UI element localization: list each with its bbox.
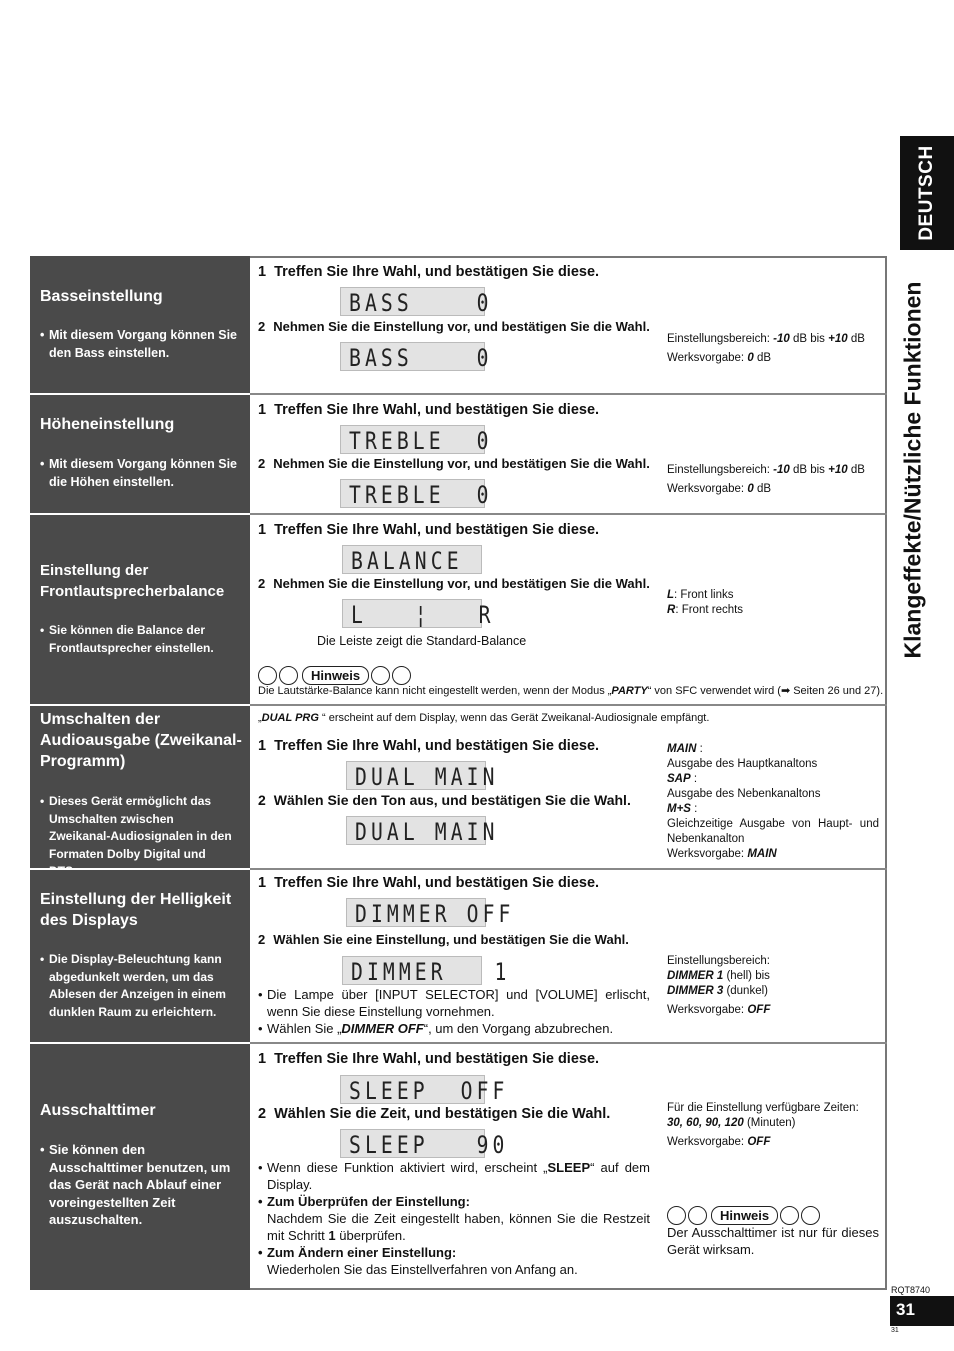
treble-display-2: TREBLE 0 (340, 479, 485, 508)
balance-step1: 1 Treffen Sie Ihre Wahl, und bestätigen Sie diese. (258, 522, 600, 538)
bass-display-2: BASS 0 (340, 342, 485, 371)
dual-display-1: DUAL MAIN (346, 761, 486, 790)
circle-icon (667, 1206, 686, 1225)
dimmer-title: Einstellung der Helligkeit des Displays (40, 891, 232, 929)
balance-title: Einstellung der Frontlautsprecherbalance (40, 562, 225, 600)
page-number-box: 31 (890, 1296, 954, 1326)
dual-options-info: MAIN : Ausgabe des Hauptkanaltons SAP : Ausgabe des Nebenkanaltons M+S : Gleichzeitige Ausgabe von Haupt- und Nebenkanalton Werksvorgabe: MAIN (667, 743, 879, 860)
balance-sidebar (30, 515, 250, 704)
bass-title: Basseinstellung (40, 288, 163, 305)
bass-sidebar (30, 256, 250, 393)
bass-display-1: BASS 0 (340, 287, 485, 316)
dimmer-section (30, 870, 887, 1042)
dual-section (30, 706, 887, 868)
dual-title: Umschalten der Audioausgabe (Zweikanal-Programm) (40, 711, 242, 770)
bass-step1: 1 Treffen Sie Ihre Wahl, und bestätigen Sie diese. (258, 264, 600, 280)
tiny-page-number: 31 (891, 1327, 899, 1334)
dimmer-step2: 2 Wählen Sie eine Einstellung, und bestätigen Sie die Wahl. (258, 932, 629, 947)
dimmer-display-1: DIMMER OFF (346, 898, 486, 927)
bass-range-info: Einstellungsbereich: -10 dB bis +10 dB Werksvorgabe: 0 dB (667, 333, 865, 364)
treble-display-1: TREBLE 0 (340, 425, 485, 454)
sleep-title: Ausschalttimer (40, 1102, 156, 1119)
sleep-display-1: SLEEP OFF (340, 1075, 485, 1104)
sleep-time-info: Für die Einstellung verfügbare Zeiten: 30, 60, 90, 120 (Minuten) Werksvorgabe: OFF (667, 1102, 859, 1148)
balance-step2: 2 Nehmen Sie die Einstellung vor, und bestätigen Sie die Wahl. (258, 576, 650, 591)
circle-icon (392, 666, 411, 685)
dimmer-step1: 1 Treffen Sie Ihre Wahl, und bestätigen Sie diese. (258, 875, 600, 891)
dimmer-sidebar (30, 870, 250, 1042)
sleep-hinweis-label: Hinweis (667, 1206, 822, 1225)
circle-icon (258, 666, 277, 685)
treble-section (30, 395, 887, 513)
balance-caption: Die Leiste zeigt die Standard-Balance (317, 634, 527, 648)
dual-intro: „DUAL PRG “ erscheint auf dem Display, wenn das Gerät Zweikanal-Audiosignale empfängt. (258, 712, 710, 724)
treble-step1: 1 Treffen Sie Ihre Wahl, und bestätigen Sie diese. (258, 402, 600, 418)
dimmer-display-2: DIMMER 1 (342, 956, 482, 985)
treble-sidebar (30, 395, 250, 513)
sleep-step2: 2 Wählen Sie die Zeit, und bestätigen Sie die Wahl. (258, 1106, 611, 1122)
balance-desc: • Sie können die Balance der Frontlautsprecher einstellen. (40, 623, 214, 655)
bass-desc: • Mit diesem Vorgang können Sie den Bass einstellen. (40, 328, 237, 360)
chapter-title: Klangeffekte/Nützliche Funktionen (899, 281, 926, 659)
balance-section (30, 515, 887, 704)
sleep-hinweis-text: Der Ausschalttimer ist nur für dieses Gerät wirksam. (667, 1225, 879, 1257)
balance-hinweis-label: Hinweis (258, 666, 413, 685)
dual-display-2: DUAL MAIN (346, 816, 486, 845)
dual-step1: 1 Treffen Sie Ihre Wahl, und bestätigen Sie diese. (258, 738, 600, 754)
circle-icon (801, 1206, 820, 1225)
balance-legend: L: Front links R: Front rechts (667, 589, 744, 616)
dual-desc: • Dieses Gerät ermöglicht das Umschalten zwischen Zweikanal-Audiosignalen in den Formaten Dolby Digital und (40, 794, 232, 861)
treble-range-info: Einstellungsbereich: -10 dB bis +10 dB Werksvorgabe: 0 dB (667, 464, 865, 495)
dual-step2: 2 Wählen Sie den Ton aus, und bestätigen Sie die Wahl. (258, 792, 631, 808)
circle-icon (279, 666, 298, 685)
circle-icon (780, 1206, 799, 1225)
bass-section (30, 256, 887, 393)
sleep-section (30, 1044, 887, 1290)
dimmer-desc: • Die Display-Beleuchtung kann abgedunkelt werden, um das Ablesen der Anzeigen in einem dunklen Raum zu erleichtern. (40, 952, 226, 1019)
balance-display-2: L ¦ R (342, 599, 482, 628)
language-tab: DEUTSCH (900, 136, 954, 250)
dual-sidebar (30, 706, 250, 868)
sleep-desc: • Sie können den Ausschalttimer benutzen, um das Gerät nach Ablauf einer voreingestellten Zeit auszuschalten. (40, 1142, 231, 1227)
balance-note: Die Lautstärke-Balance kann nicht eingestellt werden, wenn der Modus „PARTY“ von SFC verwendet wird (➡ Seiten 26 und 27). (258, 685, 884, 697)
treble-title: Höheneinstellung (40, 416, 175, 433)
bass-step2: 2 Nehmen Sie die Einstellung vor, und bestätigen Sie die Wahl. (258, 319, 650, 334)
dimmer-range-info: Einstellungsbereich: DIMMER 1 (hell) bis DIMMER 3 (dunkel) Werksvorgabe: OFF (667, 955, 771, 1016)
balance-display-1: BALANCE (342, 545, 482, 574)
treble-desc: • Mit diesem Vorgang können Sie die Höhen einstellen. (40, 457, 237, 489)
sleep-step1: 1 Treffen Sie Ihre Wahl, und bestätigen Sie diese. (258, 1051, 600, 1067)
circle-icon (371, 666, 390, 685)
dimmer-notes: • Die Lampe über [INPUT SELECTOR] und [VOLUME] erlischt, wenn Sie diese Einstellung vornehmen. • Wählen Sie „DIMMER OFF“, um den Vorgang abzubrechen. (258, 987, 650, 1036)
sleep-notes: • Wenn diese Funktion aktiviert wird, erscheint „SLEEP“ auf dem Display. • Zum Überprüfen der Einstellung: Nachdem Sie die Zeit eingestellt haben, können Sie die Restzeit mit Schritt 1 überprüfen. • Zum Ändern einer Einstellung: Wiederholen Sie das Einstellverfahren von Anfang an. (258, 1160, 650, 1277)
document-code: RQT8740 (891, 1285, 931, 1295)
circle-icon (688, 1206, 707, 1225)
sleep-sidebar (30, 1044, 250, 1290)
sleep-display-2: SLEEP 90 (340, 1129, 485, 1158)
treble-step2: 2 Nehmen Sie die Einstellung vor, und bestätigen Sie die Wahl. (258, 456, 650, 471)
